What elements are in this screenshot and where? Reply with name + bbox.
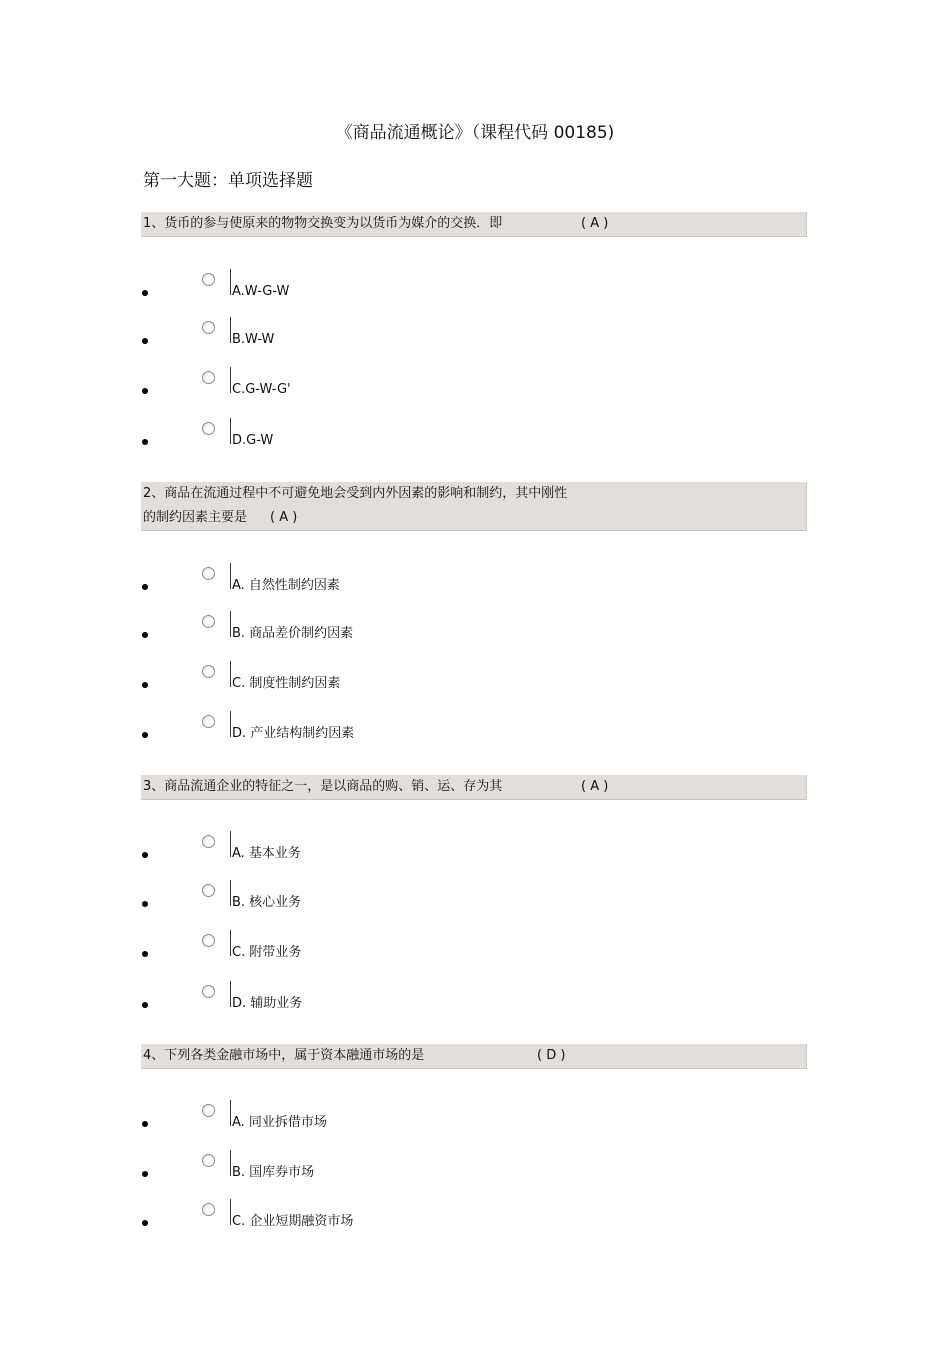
question-2 xyxy=(141,482,807,531)
radio-button-icon[interactable] xyxy=(202,422,215,435)
option-label: B. 国库券市场 xyxy=(232,1165,315,1180)
option-divider xyxy=(230,418,231,444)
bullet-icon xyxy=(142,951,148,957)
radio-button-icon[interactable] xyxy=(202,835,215,848)
option-label: C.G-W-G' xyxy=(232,382,291,397)
question-2-option-d[interactable] xyxy=(0,715,950,745)
option-divider xyxy=(230,831,231,857)
question-4-option-a[interactable] xyxy=(0,1104,950,1134)
question-2-text-line-1: 2、商品在流通过程中不可避免地会受到内外因素的影响和制约，其中刚性 xyxy=(143,486,568,501)
option-divider xyxy=(230,930,231,956)
bullet-icon xyxy=(142,584,148,590)
option-label: A. 自然性制约因素 xyxy=(232,578,340,593)
question-4-option-b[interactable] xyxy=(0,1154,950,1184)
option-divider xyxy=(230,611,231,637)
section-title: 第一大题：单项选择题 xyxy=(143,171,313,191)
bullet-icon xyxy=(142,1220,148,1226)
bullet-icon xyxy=(142,338,148,344)
bullet-icon xyxy=(142,439,148,445)
radio-button-icon[interactable] xyxy=(202,273,215,286)
question-3-option-d[interactable] xyxy=(0,985,950,1015)
option-divider xyxy=(230,1150,231,1176)
question-1-option-a[interactable] xyxy=(0,273,950,303)
radio-button-icon[interactable] xyxy=(202,985,215,998)
bullet-icon xyxy=(142,632,148,638)
question-3-answer: ( A ) xyxy=(581,779,609,794)
question-4-text: 4、下列各类金融市场中，属于资本融通市场的是 xyxy=(143,1048,425,1063)
bullet-icon xyxy=(142,732,148,738)
radio-button-icon[interactable] xyxy=(202,371,215,384)
option-divider xyxy=(230,981,231,1007)
radio-button-icon[interactable] xyxy=(202,321,215,334)
radio-button-icon[interactable] xyxy=(202,715,215,728)
option-label: C. 附带业务 xyxy=(232,945,302,960)
radio-button-icon[interactable] xyxy=(202,1104,215,1117)
question-3 xyxy=(141,775,807,800)
question-4-option-c[interactable] xyxy=(0,1203,950,1233)
bullet-icon xyxy=(142,388,148,394)
question-3-option-a[interactable] xyxy=(0,835,950,865)
radio-button-icon[interactable] xyxy=(202,884,215,897)
radio-button-icon[interactable] xyxy=(202,615,215,628)
question-1-option-d[interactable] xyxy=(0,422,950,452)
radio-button-icon[interactable] xyxy=(202,934,215,947)
bullet-icon xyxy=(142,852,148,858)
question-4 xyxy=(141,1044,807,1069)
option-label: B.W-W xyxy=(232,332,275,347)
option-divider xyxy=(230,711,231,737)
document-title: 《商品流通概论》（课程代码 00185) xyxy=(335,123,615,143)
question-4-answer: ( D ) xyxy=(537,1048,566,1063)
question-2-option-b[interactable] xyxy=(0,615,950,645)
question-1-option-c[interactable] xyxy=(0,371,950,401)
bullet-icon xyxy=(142,682,148,688)
question-1-text: 1、货币的参与使原来的物物交换变为以货币为媒介的交换．即 xyxy=(143,216,503,231)
radio-button-icon[interactable] xyxy=(202,665,215,678)
radio-button-icon[interactable] xyxy=(202,567,215,580)
option-divider xyxy=(230,317,231,343)
question-2-text-line-2: 的制约因素主要是 xyxy=(143,510,248,525)
option-label: C. 企业短期融资市场 xyxy=(232,1214,354,1229)
bullet-icon xyxy=(142,1171,148,1177)
option-label: A. 基本业务 xyxy=(232,846,301,861)
bullet-icon xyxy=(142,1121,148,1127)
radio-button-icon[interactable] xyxy=(202,1203,215,1216)
question-1 xyxy=(141,212,807,237)
option-label: C. 制度性制约因素 xyxy=(232,676,341,691)
option-divider xyxy=(230,880,231,906)
option-label: D. 辅助业务 xyxy=(232,996,303,1011)
option-divider xyxy=(230,367,231,393)
option-label: B. 商品差价制约因素 xyxy=(232,626,354,641)
question-2-option-a[interactable] xyxy=(0,567,950,597)
option-label: A.W-G-W xyxy=(232,284,290,299)
option-divider xyxy=(230,1199,231,1225)
option-divider xyxy=(230,563,231,589)
question-1-option-b[interactable] xyxy=(0,321,950,351)
option-label: B. 核心业务 xyxy=(232,895,302,910)
option-divider xyxy=(230,1100,231,1126)
option-label: D. 产业结构制约因素 xyxy=(232,726,355,741)
question-3-text: 3、商品流通企业的特征之一，是以商品的购、销、运、存为其 xyxy=(143,779,503,794)
option-label: D.G-W xyxy=(232,433,274,448)
bullet-icon xyxy=(142,1002,148,1008)
option-divider xyxy=(230,661,231,687)
option-label: A. 同业拆借市场 xyxy=(232,1115,327,1130)
question-2-answer: ( A ) xyxy=(270,510,298,525)
option-divider xyxy=(230,269,231,295)
question-3-option-b[interactable] xyxy=(0,884,950,914)
question-3-option-c[interactable] xyxy=(0,934,950,964)
bullet-icon xyxy=(142,290,148,296)
question-2-option-c[interactable] xyxy=(0,665,950,695)
bullet-icon xyxy=(142,901,148,907)
radio-button-icon[interactable] xyxy=(202,1154,215,1167)
question-1-answer: ( A ) xyxy=(581,216,609,231)
